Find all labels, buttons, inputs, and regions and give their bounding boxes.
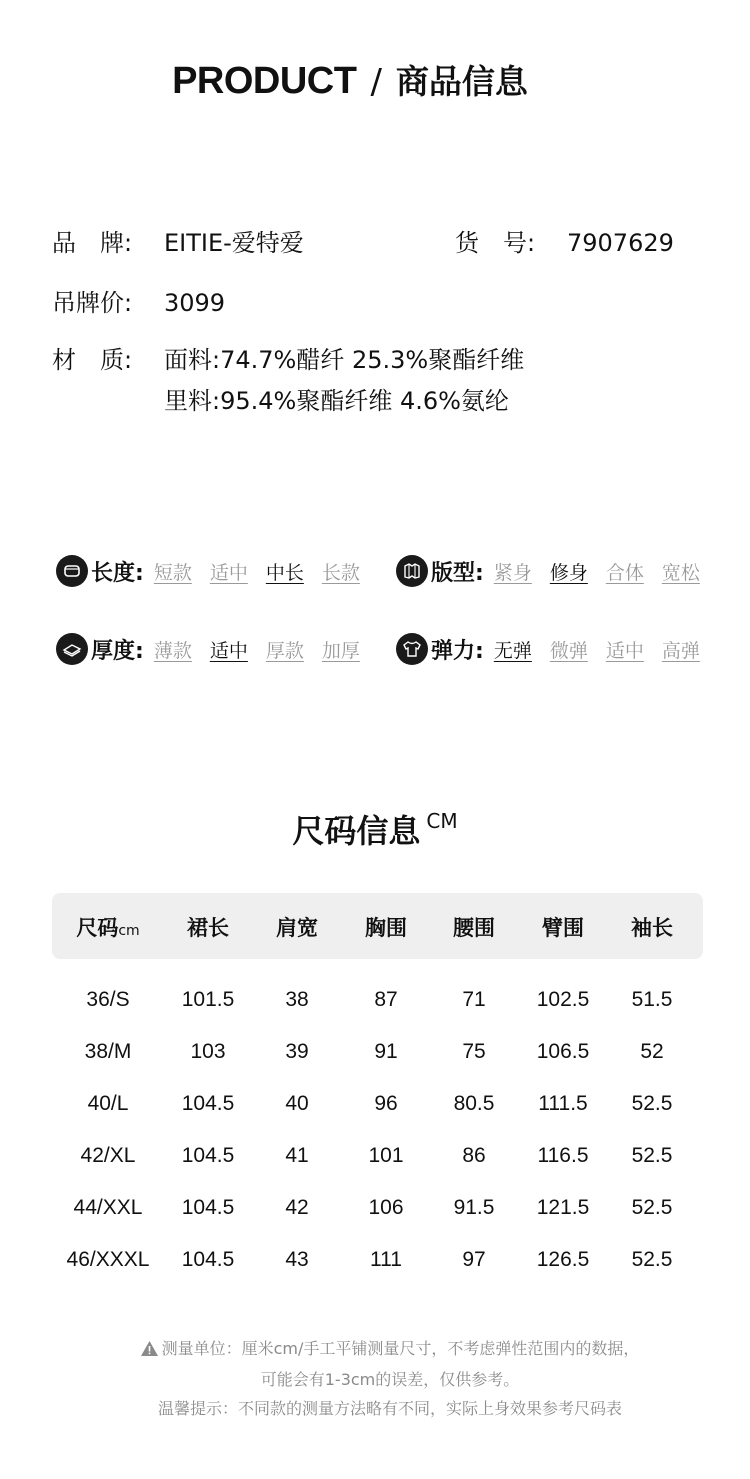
size-table-header-cell: 袖长	[631, 916, 673, 940]
size-title-unit: CM	[426, 809, 458, 833]
price-value: 3099	[164, 289, 226, 317]
size-table-cell: 97	[462, 1248, 486, 1271]
skirt-icon	[56, 555, 88, 587]
size-table-cell: 111	[370, 1248, 402, 1271]
material-line-1: 面料:74.7%醋纤 25.3%聚酯纤维	[164, 346, 525, 374]
size-table-header-cell: 臂围	[542, 916, 584, 940]
size-table-cell: 126.5	[536, 1248, 590, 1271]
note-line-2: 可能会有1-3cm的误差，仅供参考。	[260, 1370, 520, 1389]
size-table-cell: 103	[190, 1040, 226, 1063]
length-option: 长款	[321, 561, 360, 584]
sku-row	[455, 228, 674, 258]
size-table-cell: 104.5	[181, 1092, 235, 1115]
size-table-cell: 106.5	[536, 1040, 590, 1063]
fit-icon	[396, 555, 428, 587]
size-table-cell: 102.5	[536, 988, 590, 1011]
size-table-cell: 42	[285, 1196, 309, 1219]
fit-label: 版型:	[431, 560, 484, 586]
size-row-label: 44/XXL	[73, 1196, 143, 1219]
size-table-cell: 52.5	[631, 1092, 673, 1115]
size-table-cell: 52	[640, 1040, 664, 1063]
size-table-cell: 43	[285, 1248, 309, 1271]
length-label: 长度:	[91, 560, 144, 586]
note-line-1	[0, 1334, 750, 1365]
size-table-cell: 111.5	[538, 1092, 588, 1115]
price-label: 吊牌价:	[52, 289, 133, 317]
thickness-label: 厚度:	[91, 638, 144, 664]
size-row-label: 36/S	[86, 988, 130, 1011]
note-line-3: 温馨提示：不同款的测量方法略有不同，实际上身效果参考尺码表	[157, 1399, 622, 1418]
fit-option: 修身	[549, 561, 588, 584]
attr-elasticity	[396, 631, 700, 667]
material-label: 材 质:	[52, 346, 133, 374]
note-text-1: 测量单位：厘米cm/手工平铺测量尺寸，不考虑弹性范围内的数据，	[161, 1339, 640, 1358]
fit-option: 合体	[605, 561, 644, 584]
title-cn: 商品信息	[395, 62, 528, 101]
fabric-icon	[56, 633, 88, 665]
title-slash: /	[370, 62, 382, 102]
size-table-cell: 51.5	[631, 988, 673, 1011]
size-table-cell: 104.5	[181, 1144, 235, 1167]
thickness-option: 厚款	[265, 639, 304, 662]
size-title-text: 尺码信息	[292, 812, 421, 850]
material-row-2	[164, 386, 509, 416]
size-table-cell: 38	[285, 988, 309, 1011]
size-table-header-cell: 胸围	[365, 916, 407, 940]
attr-thickness	[56, 631, 360, 667]
size-table-header-cell: 裙长	[187, 916, 229, 940]
brand-label: 品 牌:	[52, 229, 133, 257]
sku-label: 货 号:	[455, 229, 536, 257]
size-table-cell: 104.5	[181, 1248, 235, 1271]
length-option: 适中	[209, 561, 248, 584]
length-option: 短款	[153, 561, 192, 584]
material-row	[52, 345, 524, 375]
fit-option: 宽松	[661, 561, 700, 584]
measurement-notes	[0, 1334, 750, 1423]
price-row	[52, 288, 225, 318]
thickness-option: 薄款	[153, 639, 192, 662]
size-table-cell: 71	[462, 988, 486, 1011]
elasticity-option: 微弹	[549, 639, 588, 662]
attr-length	[56, 553, 360, 589]
brand-row	[52, 228, 304, 258]
size-table-cell: 41	[285, 1144, 309, 1167]
size-table-cell: 87	[374, 988, 398, 1011]
thickness-option: 适中	[209, 639, 248, 662]
page-title	[0, 56, 700, 103]
material-line-2: 里料:95.4%聚酯纤维 4.6%氨纶	[164, 387, 509, 415]
size-table-cell: 75	[462, 1040, 486, 1063]
size-row-label: 42/XL	[80, 1144, 136, 1167]
title-en: PRODUCT	[172, 60, 357, 102]
fit-option: 紧身	[493, 561, 532, 584]
sku-value: 7907629	[567, 229, 674, 257]
size-table-cell: 52.5	[631, 1144, 673, 1167]
thickness-option: 加厚	[321, 639, 360, 662]
size-table-cell: 52.5	[631, 1196, 673, 1219]
size-table-cell: 40	[285, 1092, 309, 1115]
size-header-unit: cm	[118, 923, 140, 939]
size-table-cell: 106	[368, 1196, 404, 1219]
size-table-cell: 116.5	[537, 1144, 589, 1167]
elasticity-option: 高弹	[661, 639, 700, 662]
attr-fit	[396, 553, 700, 589]
size-section-title	[0, 806, 750, 852]
shirt-icon	[396, 633, 428, 665]
brand-value: EITIE-爱特爱	[164, 229, 304, 257]
elasticity-option: 无弹	[493, 639, 532, 662]
size-table-cell: 121.5	[536, 1196, 590, 1219]
size-table-cell: 101.5	[181, 988, 235, 1011]
size-table-cell: 104.5	[181, 1196, 235, 1219]
size-table-cell: 52.5	[631, 1248, 673, 1271]
size-table-cell: 39	[285, 1040, 309, 1063]
size-table-cell: 91	[374, 1040, 398, 1063]
elasticity-option: 适中	[605, 639, 644, 662]
size-table-cell: 101	[368, 1144, 404, 1167]
size-table-header-cell: 肩宽	[276, 916, 318, 940]
size-row-label: 38/M	[84, 1040, 132, 1063]
warning-icon	[141, 1336, 158, 1365]
size-table-cell: 96	[374, 1092, 398, 1115]
size-table-header-cell: 腰围	[453, 916, 495, 940]
elasticity-label: 弹力:	[431, 638, 484, 664]
length-option: 中长	[265, 561, 304, 584]
size-row-label: 40/L	[87, 1092, 129, 1115]
size-row-label: 46/XXXL	[66, 1248, 150, 1271]
size-table-cell: 80.5	[453, 1092, 495, 1115]
size-table-cell: 86	[462, 1144, 486, 1167]
size-table-header-cell: 尺码cm	[76, 916, 140, 940]
size-table-cell: 91.5	[453, 1196, 495, 1219]
